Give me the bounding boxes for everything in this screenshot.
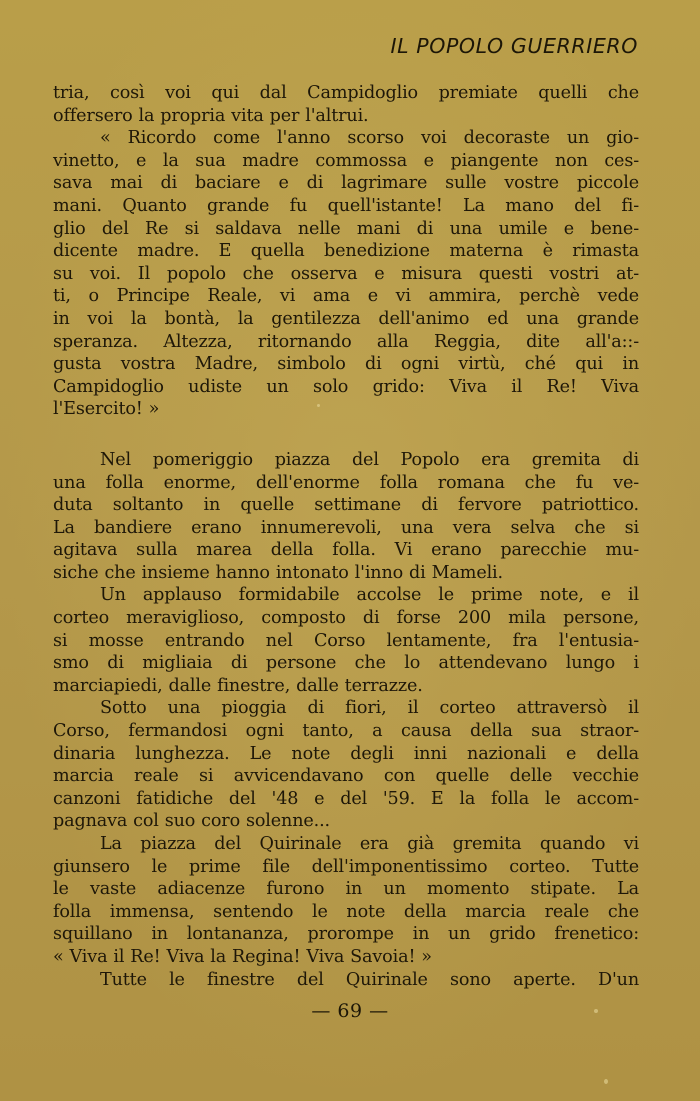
text-line: giunsero le prime file dell'imponentissimo corteo. Tutte [53, 856, 639, 877]
text-line: Sotto una pioggia di fiori, il corteo attraversò il [100, 698, 639, 719]
text-line: offersero la propria vita per l'altrui. [53, 105, 369, 126]
text-line: su voi. Il popolo che osserva e misura questi vostri at- [53, 263, 639, 284]
text-line: dinaria lunghezza. Le note degli inni nazionali e della [53, 743, 639, 764]
paper-speck [317, 404, 320, 407]
text-line: duta soltanto in quelle settimane di fervore patriottico. [53, 495, 639, 516]
paper-speck [594, 1009, 598, 1013]
text-line: « Viva il Re! Viva la Regina! Viva Savoia! » [53, 946, 432, 967]
text-line: in voi la bontà, la gentilezza dell'animo ed una grande [53, 308, 639, 329]
text-line: Tutte le finestre del Quirinale sono aperte. D'un [100, 969, 639, 990]
text-line: mani. Quanto grande fu quell'istante! La mano del fi- [53, 195, 639, 216]
paragraph [53, 584, 639, 697]
text-line: gusta vostra Madre, simbolo di ogni virtù, ché qui in [53, 354, 639, 375]
paragraph [53, 833, 639, 969]
text-line: glio del Re si saldava nelle mani di una umile e bene- [53, 218, 639, 239]
text-line: corteo meraviglioso, composto di forse 200 mila persone, [53, 608, 639, 629]
text-line: smo di migliaia di persone che lo attendevano lungo i [53, 653, 639, 674]
paragraph [53, 449, 639, 585]
paper-speck [604, 1079, 608, 1084]
text-line: ti, o Principe Reale, vi ama e vi ammira, perchè vede [53, 286, 639, 307]
text-line: La bandiere erano innumerevoli, una vera selva che si [53, 517, 639, 538]
paragraph [53, 82, 639, 127]
text-line: le vaste adiacenze furono in un momento stipate. La [53, 879, 639, 900]
text-line: marcia reale si avvicendavano con quelle delle vecchie [53, 766, 639, 787]
text-line: Nel pomeriggio piazza del Popolo era gremita di [100, 449, 639, 470]
text-line: Campidoglio udiste un solo grido: Viva il Re! Viva [53, 376, 639, 397]
text-line: La piazza del Quirinale era già gremita quando vi [100, 834, 639, 854]
text-line: dicente madre. E quella benedizione materna è rimasta [53, 241, 639, 262]
text-line: canzoni fatidiche del '48 e del '59. E la folla le accom- [53, 788, 639, 809]
paragraph [53, 969, 639, 992]
text-line: agitava sulla marea della folla. Vi erano parecchie mu- [53, 540, 639, 561]
paragraph [53, 127, 639, 421]
text-line: « Ricordo come l'anno scorso voi decoraste un gio- [100, 128, 639, 149]
text-line: una folla enorme, dell'enorme folla romana che fu ve- [53, 472, 639, 493]
text-line: l'Esercito! » [53, 399, 160, 420]
paragraph [53, 697, 639, 833]
text-line: Corso, fermandosi ogni tanto, a causa della sua straor- [53, 721, 639, 742]
text-line: marciapiedi, dalle finestre, dalle terrazze. [53, 675, 423, 696]
section-break [53, 421, 639, 449]
text-line: tria, così voi qui dal Campidoglio premiate quelli che [53, 83, 639, 103]
text-line: squillano in lontananza, prorompe in un grido frenetico: [53, 924, 639, 945]
body-text [53, 82, 639, 991]
page-number: — 69 — [311, 1000, 389, 1022]
running-title: IL POPOLO GUERRIERO [390, 34, 638, 58]
text-line: folla immensa, sentendo le note della marcia reale che [53, 901, 639, 922]
text-line: vinetto, e la sua madre commossa e piangente non ces- [53, 150, 639, 171]
text-line: speranza. Altezza, ritornando alla Reggia, dite all'a::- [53, 331, 639, 352]
text-line: si mosse entrando nel Corso lentamente, fra l'entusia- [53, 630, 639, 651]
text-line: Un applauso formidabile accolse le prime note, e il [100, 585, 639, 606]
text-line: sava mai di baciare e di lagrimare sulle vostre piccole [53, 173, 639, 194]
text-line: siche che insieme hanno intonato l'inno di Mameli. [53, 562, 503, 583]
text-line: pagnava col suo coro solenne... [53, 811, 330, 832]
